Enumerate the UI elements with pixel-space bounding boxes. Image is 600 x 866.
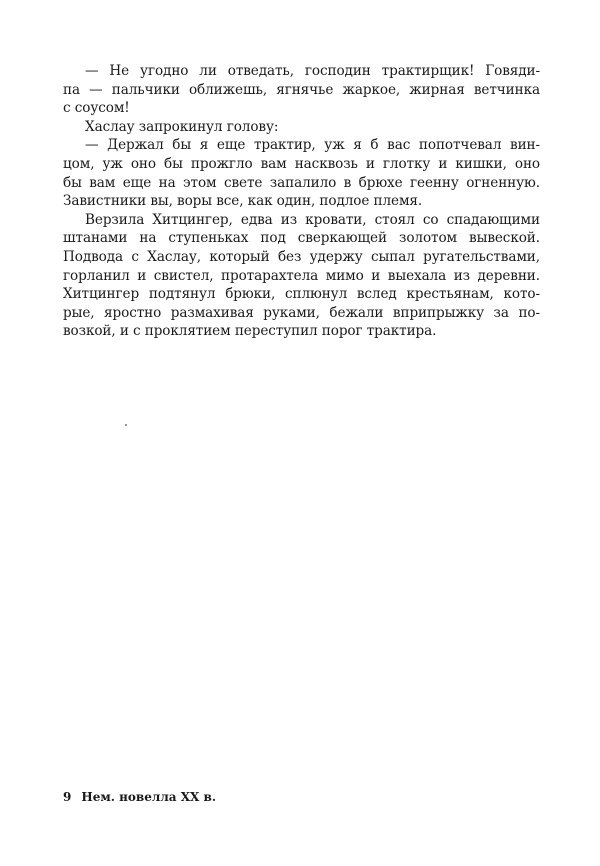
text-line: — Держал бы я еще трактир, уж я б вас попотчевал вин- (85, 137, 540, 154)
text-line: Хаслау запрокинул голову: (85, 118, 279, 135)
signature-number: 9 (63, 790, 72, 804)
print-speck (125, 424, 127, 426)
printer-signature (63, 790, 216, 804)
text-line: Хитцингер подтянул брюки, сплюнул вслед крестьянам, кото- (63, 286, 540, 303)
text-line: с соусом! (63, 100, 130, 117)
text-line: бы вам еще на этом свете запалило в брюхе геенну огненную. (63, 174, 540, 191)
text-line: Завистники вы, воры все, как один, подлое племя. (63, 193, 423, 210)
body-text (63, 62, 540, 341)
text-line: Подвода с Хаслау, который без удержу сыпал ругательствами, (63, 248, 540, 265)
text-line: горланил и свистел, протарахтела мимо и выехала из деревни. (63, 267, 540, 284)
text-line: — Не угодно ли отведать, господин трактирщик! Говяди- (85, 63, 540, 79)
text-line: рые, яростно размахивая руками, бежали вприпрыжку за по- (63, 304, 540, 321)
text-line: штанами на ступеньках под сверкающей золотом вывеской. (63, 230, 540, 247)
signature-text: Нем. новелла XX в. (81, 790, 217, 804)
text-line: возкой, и с проклятием переступил порог трактира. (63, 323, 437, 340)
text-line: цом, уж оно бы прожгло вам насквозь и глотку и кишки, оно (63, 155, 540, 172)
text-line: Верзила Хитцингер, едва из кровати, стоял со спадающими (85, 211, 540, 228)
text-line: па — пальчики оближешь, ягнячье жаркое, жирная ветчинка (63, 81, 540, 98)
